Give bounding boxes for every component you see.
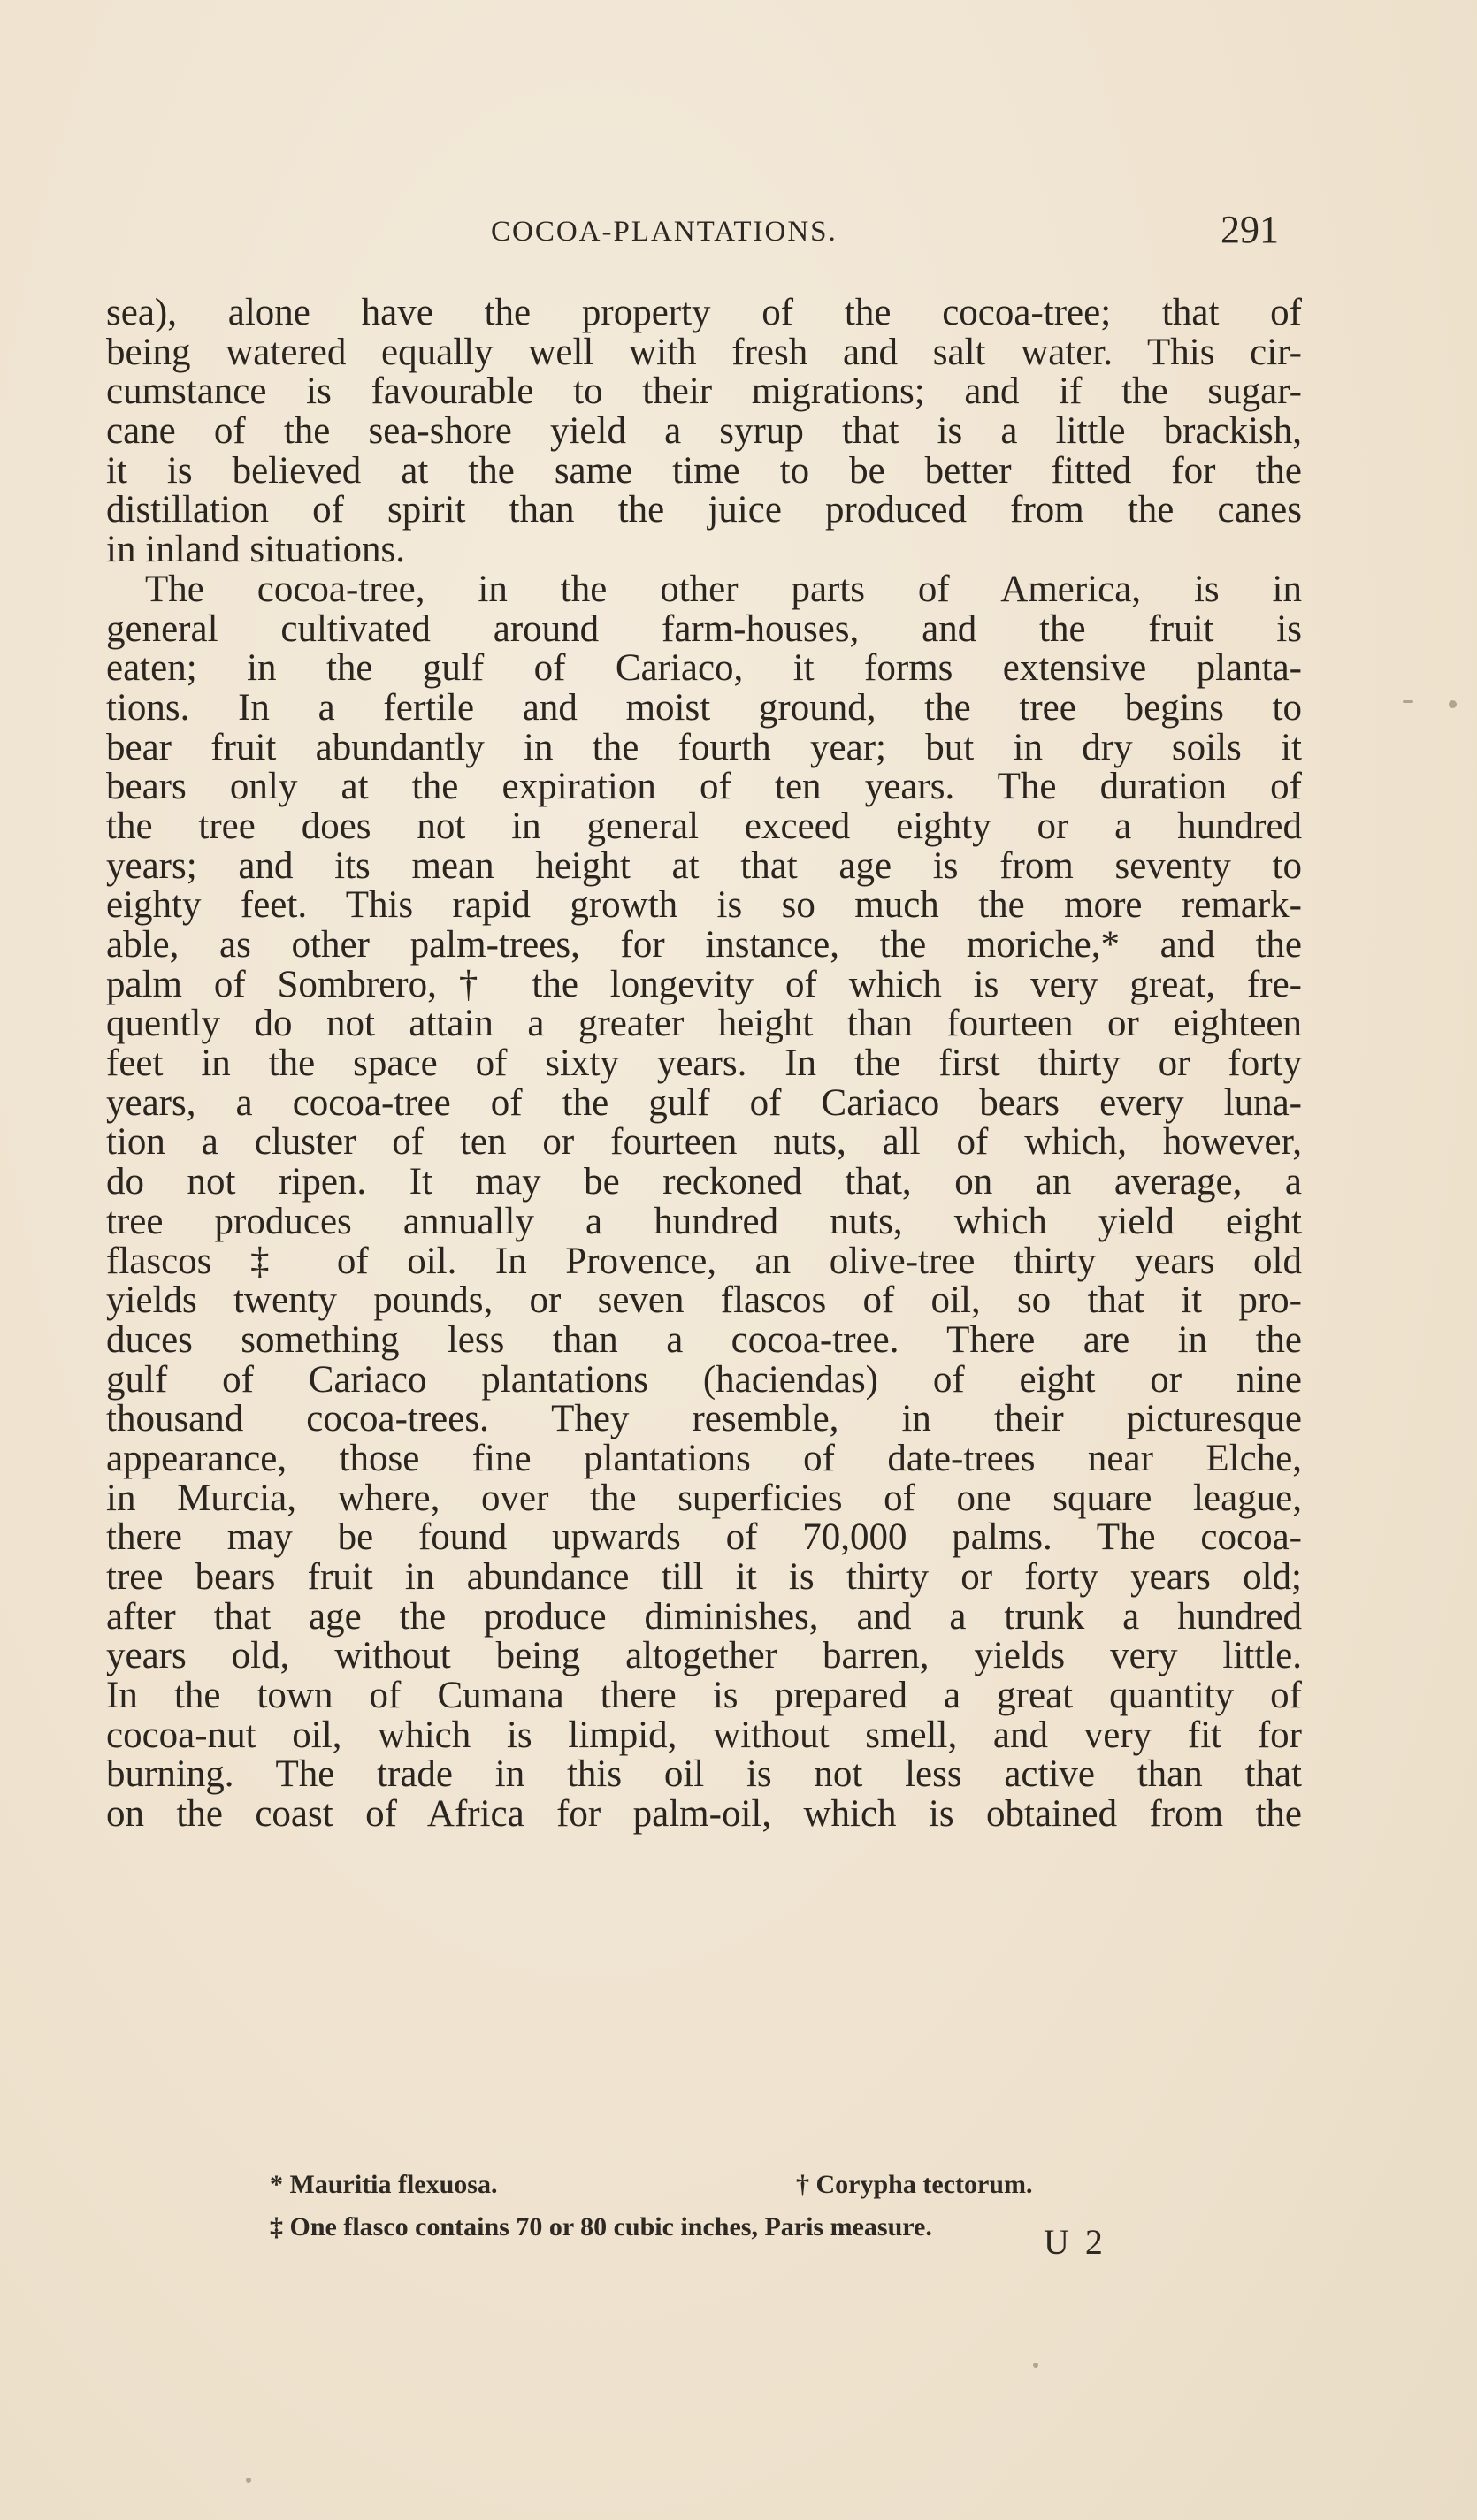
text-line: quently do not attain a greater height than fourteen or eighteen [106,1003,1302,1045]
page-number: 291 [1221,208,1279,251]
text-line: bears only at the expiration of ten years. The duration of [106,766,1302,808]
paper-speck [1403,700,1413,703]
footnote-corypha: † Corypha tectorum. [796,2170,1033,2199]
paper-speck [1033,2363,1038,2368]
text-line: it is believed at the same time to be better fitted for the [106,449,1302,492]
text-line: on the coast of Africa for palm-oil, which is obtained from the [106,1793,1302,1836]
text-line: sea), alone have the property of the cocoa-tree; that of [106,292,1302,333]
text-line: The cocoa-tree, in the other parts of America, is in [145,568,1302,610]
footnote-mauritia: * Mauritia flexuosa. [270,2170,498,2199]
text-line: thousand cocoa-trees. They resemble, in their picturesque [106,1398,1302,1440]
signature-mark: U 2 [1044,2222,1106,2262]
running-title: COCOA-PLANTATIONS. [491,216,838,248]
text-line: general cultivated around farm-houses, and the fruit is [106,607,1302,650]
text-line: flascos ‡ of oil. In Provence, an olive-tree thirty years old [106,1240,1302,1282]
text-line: do not ripen. It may be reckoned that, on an average, a [106,1161,1302,1203]
text-line: years, a cocoa-tree of the gulf of Cariaco bears every luna- [106,1081,1302,1124]
text-line: palm of Sombrero,† the longevity of which is very great, fre- [106,963,1302,1005]
text-line: yields twenty pounds, or seven flascos of oil, so that it pro- [106,1279,1302,1322]
text-line: In the town of Cumana there is prepared a great quantity of [106,1675,1302,1717]
text-line: after that age the produce diminishes, and a trunk a hundred [106,1595,1302,1638]
text-line: eighty feet. This rapid growth is so much the more remark- [106,884,1302,927]
text-line: distillation of spirit than the juice produced from the canes [106,489,1302,531]
text-line: eaten; in the gulf of Cariaco, it forms extensive planta- [106,647,1302,690]
text-line: tree produces annually a hundred nuts, which yield eight [106,1200,1302,1242]
text-line: able, as other palm-trees, for instance, the moriche,* and the [106,924,1302,966]
text-line: the tree does not in general exceed eighty or a hundred [106,805,1302,847]
running-head [0,210,1477,263]
text-line: feet in the space of sixty years. In the first thirty or forty [106,1042,1302,1085]
text-line: tions. In a fertile and moist ground, the tree begins to [106,686,1302,729]
text-line: being watered equally well with fresh and salt water. This cir- [106,331,1302,373]
text-line: in Murcia, where, over the superficies of one square league, [106,1477,1302,1519]
text-line: cane of the sea-shore yield a syrup that is a little brackish, [106,410,1302,453]
footnote-flasco: ‡ One flasco contains 70 or 80 cubic inches, Paris measure. [270,2212,932,2241]
text-line: gulf of Cariaco plantations (haciendas) of eight or nine [106,1358,1302,1401]
body-text [106,294,1302,1835]
text-line: tree bears fruit in abundance till it is thirty or forty years old; [106,1556,1302,1598]
text-line: appearance, those fine plantations of date-trees near Elche, [106,1437,1302,1479]
text-line: burning. The trade in this oil is not less active than that [106,1753,1302,1796]
text-line: duces something less than a cocoa-tree. There are in the [106,1318,1302,1361]
text-line: in inland situations. [106,529,406,571]
text-line: cocoa-nut oil, which is limpid, without smell, and very fit for [106,1714,1302,1756]
paper-speck [1449,700,1457,708]
text-line: bear fruit abundantly in the fourth year; but in dry soils it [106,726,1302,768]
text-line: there may be found upwards of 70,000 palms. The cocoa- [106,1516,1302,1559]
paper-speck [246,2478,251,2483]
text-line: tion a cluster of ten or fourteen nuts, all of which, however, [106,1121,1302,1164]
text-line: years; and its mean height at that age is from seventy to [106,844,1302,887]
text-line: cumstance is favourable to their migrations; and if the sugar- [106,370,1302,413]
text-line: years old, without being altogether barren, yields very little. [106,1635,1302,1677]
